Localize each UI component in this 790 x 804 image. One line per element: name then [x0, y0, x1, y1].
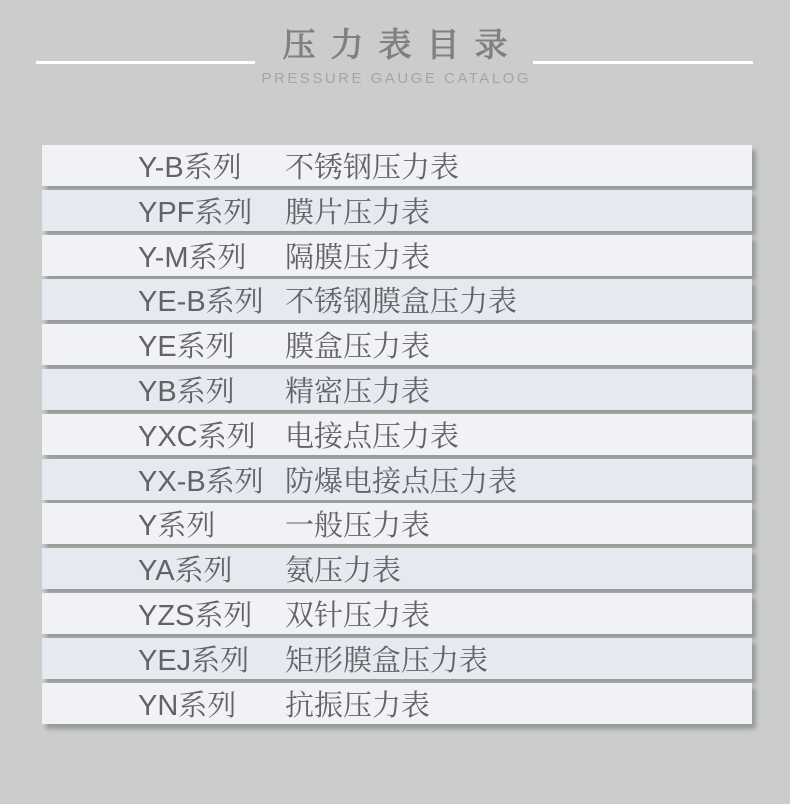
product-name: 矩形膜盒压力表	[285, 644, 489, 677]
catalog-row	[42, 369, 752, 410]
product-name: 双针压力表	[285, 599, 431, 632]
catalog-list	[42, 145, 752, 727]
product-name: 防爆电接点压力表	[285, 465, 518, 498]
series-label: YA系列	[138, 555, 233, 588]
series-label: YX-B系列	[138, 465, 264, 498]
product-name: 膜片压力表	[285, 196, 431, 229]
series-label: YE系列	[138, 331, 235, 364]
title-divider-right	[533, 61, 753, 64]
product-name: 精密压力表	[285, 375, 431, 408]
catalog-row	[42, 548, 752, 589]
catalog-row	[42, 593, 752, 634]
product-name: 膜盒压力表	[285, 331, 431, 364]
product-name: 氨压力表	[285, 555, 402, 588]
series-label: YZS系列	[138, 599, 253, 632]
title-divider-left	[36, 61, 255, 64]
product-name: 抗振压力表	[285, 689, 431, 722]
catalog-row	[42, 683, 752, 724]
catalog-row	[42, 324, 752, 365]
product-name: 不锈钢压力表	[285, 152, 460, 184]
series-label: Y-B系列	[138, 152, 242, 184]
series-label: YEJ系列	[138, 644, 250, 677]
catalog-row	[42, 235, 752, 276]
product-name: 电接点压力表	[285, 420, 460, 453]
series-label: YPF系列	[138, 196, 253, 229]
series-label: Y-M系列	[138, 241, 247, 274]
catalog-row	[42, 459, 752, 500]
product-name: 隔膜压力表	[285, 241, 431, 274]
catalog-row	[42, 503, 752, 544]
catalog-row	[42, 145, 752, 186]
product-name: 一般压力表	[285, 510, 431, 543]
product-name: 不锈钢膜盒压力表	[285, 286, 518, 319]
catalog-row	[42, 414, 752, 455]
page-title: 压力表目录	[282, 26, 523, 63]
series-label: YE-B系列	[138, 286, 264, 319]
page-subtitle: PRESSURE GAUGE CATALOG	[261, 70, 531, 87]
series-label: Y系列	[138, 510, 216, 543]
series-label: YXC系列	[138, 420, 256, 453]
series-label: YB系列	[138, 375, 235, 408]
catalog-row	[42, 279, 752, 320]
catalog-row	[42, 638, 752, 679]
series-label: YN系列	[138, 689, 237, 722]
catalog-row	[42, 190, 752, 231]
